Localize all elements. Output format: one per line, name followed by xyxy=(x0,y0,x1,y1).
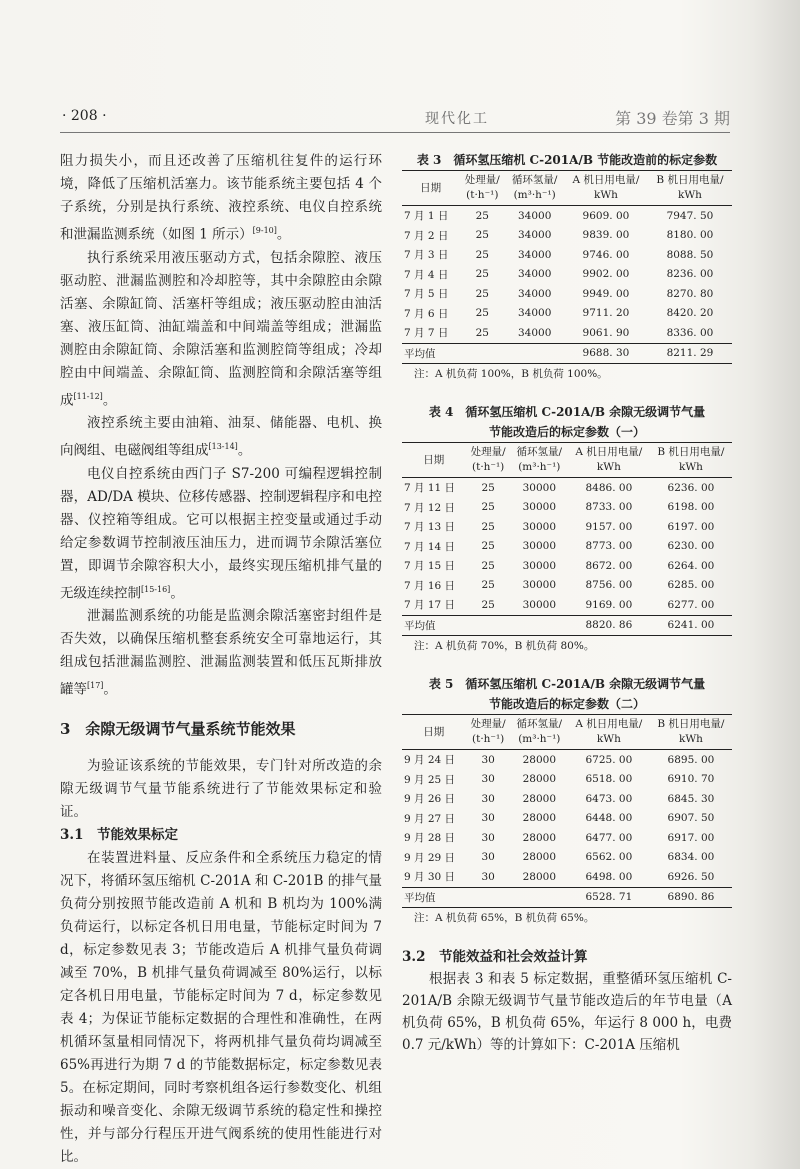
col-h2: 循环氢量/ (m³·h⁻¹) xyxy=(511,443,568,478)
paragraph: 执行系统采用液压驱动方式，包括余隙腔、液压驱动腔、泄漏监测腔和冷却腔等，其中余隙腔由余隙活塞、余隙缸筒、活塞杆等组成；液压驱动腔由油活塞、液压缸筒、油缸端盖和中间端盖等组成；泄漏监测腔由余隙缸筒、余隙活塞和监测腔筒等组成；冷却腔由中间端盖、余隙缸筒、监测腔筒和余隙活塞等组成[11-12]。 xyxy=(60,249,382,408)
table-note: 注：A 机负荷 100%，B 机负荷 100%。 xyxy=(414,368,608,380)
table-cell: 9 月 27 日 xyxy=(404,812,456,825)
table-caption: 表 5 循环氢压缩机 C-201A/B 余隙无级调节气量 xyxy=(428,677,706,691)
table-cell xyxy=(459,343,505,364)
table-cell: 28000 xyxy=(522,831,556,844)
table-cell: 6895. 00 xyxy=(667,753,715,766)
table-cell: 6907. 50 xyxy=(667,812,715,825)
table-caption: 节能改造后的标定参数（二） xyxy=(488,697,645,711)
table-caption: 表 4 循环氢压缩机 C-201A/B 余隙无级调节气量 xyxy=(428,405,706,419)
table-cell: 平均值 xyxy=(402,615,466,636)
table-cell: 7 月 3 日 xyxy=(404,249,449,262)
table-cell: 7 月 14 日 xyxy=(404,540,456,553)
table-cell: 28000 xyxy=(522,773,556,786)
table-cell: 6498. 00 xyxy=(585,870,633,883)
table-cell: 6277. 00 xyxy=(667,598,715,611)
table-cell: 7 月 15 日 xyxy=(404,560,456,573)
table-cell: 28000 xyxy=(522,851,556,864)
paragraph: 在装置进料量、反应条件和全系统压力稳定的情况下，将循环氢压缩机 C-201A 和 C-201B 的排气量负荷分别按照节能改造前 A 机和 B 机均为 100%满负荷运行，以标定各机日用电量，节能标定时间为 7 d，标定参数见表 3；节能改造后 A 机排气量负荷调减至 70%，B 机排气量负荷调减至 80%运行，以标定各机日用电量，节能标定时间为 7 d，标定参数见表 4；为保证节能标定数据的合理性和准确性，在两机循环氢量相同情况下，将两机排气量负荷均调减至 65%再进行为期 7 d 的节能数据标定，标定参数见表 5。在标定期间，同时考察机组各运行参数变化、机组振动和噪音变化、余隙无级调节系统的稳定性和操控性，并与部分行程压开进气阀系统的使用性能进行对比。 xyxy=(60,849,382,1165)
col-date: 日期 xyxy=(402,715,466,750)
table-cell: 6890. 86 xyxy=(650,887,732,908)
subsection-heading: 3.2 节能效益和社会效益计算 xyxy=(402,949,588,965)
left-column xyxy=(60,150,382,1169)
table-cell: 34000 xyxy=(517,229,552,242)
table-cell: 30000 xyxy=(522,540,556,553)
table-cell: 9839. 00 xyxy=(582,229,630,242)
table-note: 注：A 机负荷 65%，B 机负荷 65%。 xyxy=(414,912,595,924)
table-cell: 9 月 30 日 xyxy=(404,871,456,884)
table-cell: 7 月 1 日 xyxy=(404,210,449,223)
table-row xyxy=(402,537,732,557)
col-b: B 机日用电量/ kWh xyxy=(650,443,732,478)
table-cell: 6845. 30 xyxy=(667,792,715,805)
table-cell: 6518. 00 xyxy=(585,773,633,786)
table-cell: 25 xyxy=(481,540,495,553)
table-cell: 8211. 29 xyxy=(648,343,732,364)
table-cell: 8820. 86 xyxy=(568,615,650,636)
table-cell: 6528. 71 xyxy=(568,887,650,908)
col-date: 日期 xyxy=(402,171,459,206)
table-cell: 34000 xyxy=(517,287,552,300)
table-cell: 25 xyxy=(481,501,495,514)
paragraph: 泄漏监测系统的功能是监测余隙活塞密封组件是否失效，以确保压缩机整套系统安全可靠地运行，其组成包括泄漏监测腔、泄漏监测装置和低压瓦斯排放罐等[17]。 xyxy=(60,608,382,698)
table-row xyxy=(402,206,732,226)
table-cell: 30 xyxy=(481,792,495,805)
table-cell xyxy=(511,887,568,908)
table-average-row xyxy=(402,343,732,364)
table-cell: 28000 xyxy=(522,792,556,805)
table-cell: 6477. 00 xyxy=(585,831,633,844)
table-cell: 平均值 xyxy=(402,343,459,364)
table-cell: 8773. 00 xyxy=(585,540,633,553)
table-cell: 7 月 5 日 xyxy=(404,288,449,301)
subsection-heading: 3.1 节能效果标定 xyxy=(60,826,178,843)
table-row xyxy=(402,304,732,324)
col-h2: 循环氢量/ (m³·h⁻¹) xyxy=(505,171,564,206)
table-row xyxy=(402,517,732,537)
table-3 xyxy=(402,170,732,364)
table-cell: 25 xyxy=(481,481,495,494)
table-cell: 30 xyxy=(481,753,495,766)
paragraph: 阻力损失小，而且还改善了压缩机往复件的运行环境，降低了压缩机活塞力。该节能系统主要包括 4 个子系统，分别是执行系统、液控系统、电仪自控系统和泄漏监测系统（如图 1 所示）[9-10]。 xyxy=(60,153,382,243)
table-cell: 8088. 50 xyxy=(666,248,714,261)
table-cell: 34000 xyxy=(517,209,552,222)
table-cell: 25 xyxy=(475,209,489,222)
table-caption: 节能改造后的标定参数（一） xyxy=(488,425,645,439)
table-cell: 6264. 00 xyxy=(667,559,715,572)
table-cell: 6448. 00 xyxy=(585,812,633,825)
col-h2: 循环氢量/ (m³·h⁻¹) xyxy=(511,715,568,750)
table-cell: 28000 xyxy=(522,812,556,825)
table-cell: 6198. 00 xyxy=(667,501,715,514)
table-cell: 30 xyxy=(481,851,495,864)
table-cell: 6910. 70 xyxy=(667,773,715,786)
table-cell: 28000 xyxy=(522,753,556,766)
paragraph: 为验证该系统的节能效果，专门针对所改造的余隙无级调节气量节能系统进行了节能效果标定和验证。 xyxy=(60,757,382,820)
table-cell: 6917. 00 xyxy=(667,831,715,844)
table-cell: 平均值 xyxy=(402,887,466,908)
table-row xyxy=(402,809,732,829)
table-cell: 25 xyxy=(475,307,489,320)
table-cell: 8733. 00 xyxy=(585,501,633,514)
table-cell: 28000 xyxy=(522,870,556,883)
table-cell: 30000 xyxy=(522,559,556,572)
table-4 xyxy=(402,442,732,636)
table-row xyxy=(402,770,732,790)
table-cell: 25 xyxy=(475,287,489,300)
col-proc: 处理量/ (t·h⁻¹) xyxy=(459,171,505,206)
table-cell: 7 月 7 日 xyxy=(404,327,449,340)
table-row xyxy=(402,848,732,868)
table-cell: 8236. 00 xyxy=(666,268,714,281)
table-cell: 7 月 13 日 xyxy=(404,521,456,534)
table-cell: 30000 xyxy=(522,520,556,533)
table-cell: 9157. 00 xyxy=(585,520,633,533)
section-3-2 xyxy=(402,946,732,1056)
table-cell: 6230. 00 xyxy=(667,540,715,553)
table-note: 注：A 机负荷 70%，B 机负荷 80%。 xyxy=(414,640,595,652)
table-cell: 34000 xyxy=(517,248,552,261)
table-cell: 6926. 50 xyxy=(667,870,715,883)
table-cell: 7 月 16 日 xyxy=(404,579,456,592)
table-cell: 25 xyxy=(481,559,495,572)
table-cell: 7 月 11 日 xyxy=(404,482,456,495)
table-cell: 8270. 80 xyxy=(666,287,714,300)
table-cell: 9711. 20 xyxy=(582,307,630,320)
col-a: A 机日用电量/ kWh xyxy=(564,171,648,206)
table-row xyxy=(402,556,732,576)
col-a: A 机日用电量/ kWh xyxy=(568,715,650,750)
table-cell: 7 月 6 日 xyxy=(404,307,449,320)
table-row xyxy=(402,498,732,518)
table-row xyxy=(402,265,732,285)
table-cell: 30000 xyxy=(522,481,556,494)
table-cell: 7 月 17 日 xyxy=(404,599,456,612)
table-row xyxy=(402,478,732,498)
table-cell: 9061. 90 xyxy=(582,326,630,339)
table-row xyxy=(402,284,732,304)
table-cell: 25 xyxy=(475,248,489,261)
table-cell: 25 xyxy=(475,326,489,339)
table-cell: 7 月 2 日 xyxy=(404,229,449,242)
table-cell xyxy=(466,887,511,908)
table-cell: 8336. 00 xyxy=(666,326,714,339)
table-cell: 7947. 50 xyxy=(666,209,714,222)
table-cell: 9169. 00 xyxy=(585,598,633,611)
table-cell: 30 xyxy=(481,773,495,786)
table-cell: 6725. 00 xyxy=(585,753,633,766)
table-row xyxy=(402,867,732,887)
table-cell: 8180. 00 xyxy=(666,229,714,242)
table-row xyxy=(402,595,732,615)
table-cell: 9 月 24 日 xyxy=(404,754,456,767)
journal-title: 现代化工 xyxy=(425,111,489,127)
table-cell: 6473. 00 xyxy=(585,792,633,805)
table-cell: 34000 xyxy=(517,326,552,339)
table-cell: 9949. 00 xyxy=(582,287,630,300)
table-cell: 6562. 00 xyxy=(585,851,633,864)
table-cell: 30 xyxy=(481,870,495,883)
table-cell: 6241. 00 xyxy=(650,615,732,636)
table-row xyxy=(402,828,732,848)
table-cell: 7 月 4 日 xyxy=(404,268,449,281)
table-cell: 25 xyxy=(481,579,495,592)
table-cell: 30000 xyxy=(522,598,556,611)
table-5 xyxy=(402,714,732,908)
table-cell xyxy=(505,343,564,364)
col-proc: 处理量/ (t·h⁻¹) xyxy=(466,443,511,478)
table-cell: 6197. 00 xyxy=(667,520,715,533)
table-cell: 30000 xyxy=(522,579,556,592)
table-cell: 25 xyxy=(481,598,495,611)
paragraph: 根据表 3 和表 5 标定数据，重整循环氢压缩机 C-201A/B 余隙无级调节气量节能改造后的年节电量（A 机负荷 65%，B 机负荷 65%，年运行 8 000 h，电费 0.7 元/kWh）等的计算如下：C-201A 压缩机 xyxy=(402,971,732,1053)
table-cell: 25 xyxy=(481,520,495,533)
table-cell: 6236. 00 xyxy=(667,481,715,494)
table-average-row xyxy=(402,887,732,908)
table-cell: 9 月 28 日 xyxy=(404,832,456,845)
table-cell: 6834. 00 xyxy=(667,851,715,864)
page-header xyxy=(60,104,730,133)
table-cell: 6285. 00 xyxy=(667,579,715,592)
table-average-row xyxy=(402,615,732,636)
table-cell: 9 月 25 日 xyxy=(404,773,456,786)
table-cell: 34000 xyxy=(517,307,552,320)
col-proc: 处理量/ (t·h⁻¹) xyxy=(466,715,511,750)
table-cell: 8672. 00 xyxy=(585,559,633,572)
section-heading: 3 余隙无级调节气量系统节能效果 xyxy=(60,719,296,738)
table-cell: 7 月 12 日 xyxy=(404,501,456,514)
table-cell: 25 xyxy=(475,229,489,242)
table-cell: 30 xyxy=(481,812,495,825)
col-a: A 机日用电量/ kWh xyxy=(568,443,650,478)
table-row xyxy=(402,576,732,596)
col-date: 日期 xyxy=(402,443,466,478)
table-cell xyxy=(511,615,568,636)
table-cell: 8486. 00 xyxy=(585,481,633,494)
table-row xyxy=(402,789,732,809)
table-cell: 8420. 20 xyxy=(666,307,714,320)
table-cell: 25 xyxy=(475,268,489,281)
volume-issue: 第 39 卷第 3 期 xyxy=(615,109,730,128)
col-b: B 机日用电量/ kWh xyxy=(648,171,732,206)
table-row xyxy=(402,750,732,770)
table-cell: 9746. 00 xyxy=(582,248,630,261)
table-cell: 9688. 30 xyxy=(564,343,648,364)
col-b: B 机日用电量/ kWh xyxy=(650,715,732,750)
table-cell: 8756. 00 xyxy=(585,579,633,592)
table-cell: 30 xyxy=(481,831,495,844)
table-cell: 9902. 00 xyxy=(582,268,630,281)
page-number: · 208 · xyxy=(62,108,107,124)
paragraph: 电仪自控系统由西门子 S7-200 可编程逻辑控制器，AD/DA 模块、位移传感器、控制逻辑程序和电控器、仪控箱等组成。它可以根据主控变量或通过手动给定参数调节控制液压油压力，进而调节余隙活塞位置，即调节余隙容积大小，最终实现压缩机排气量的无级连续控制[15-16]。 xyxy=(60,465,382,601)
table-cell: 9609. 00 xyxy=(582,209,630,222)
table-row xyxy=(402,245,732,265)
right-column xyxy=(402,150,732,1056)
table-cell: 9 月 29 日 xyxy=(404,851,456,864)
paragraph: 液控系统主要由油箱、油泵、储能器、电机、换向阀组、电磁阀组等组成[13-14]。 xyxy=(60,415,382,459)
table-row xyxy=(402,226,732,246)
table-cell: 30000 xyxy=(522,501,556,514)
table-caption: 表 3 循环氢压缩机 C-201A/B 节能改造前的标定参数 xyxy=(416,153,718,167)
table-cell: 9 月 26 日 xyxy=(404,793,456,806)
table-cell xyxy=(466,615,511,636)
table-cell: 34000 xyxy=(517,268,552,281)
table-row xyxy=(402,323,732,343)
